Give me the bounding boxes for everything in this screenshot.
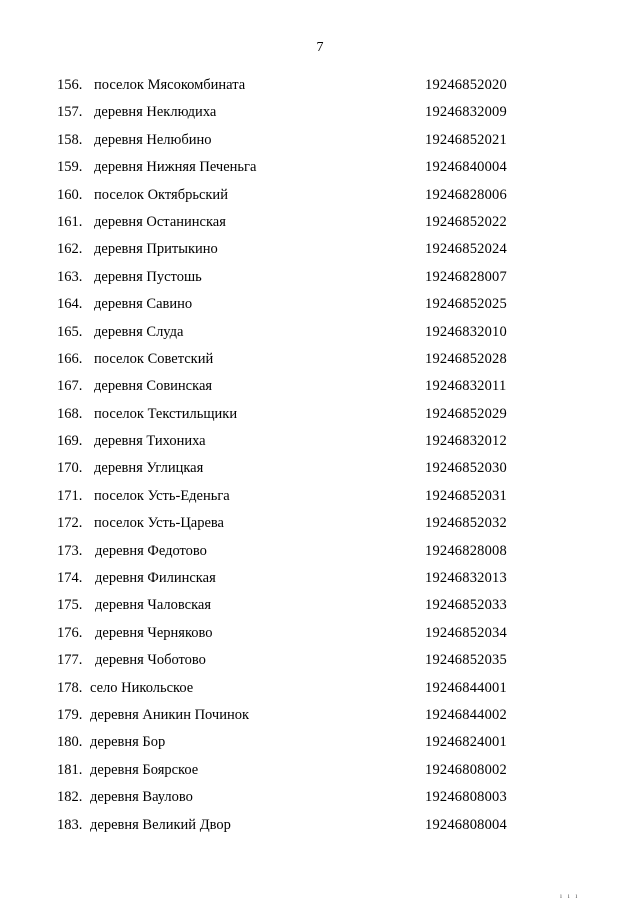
item-number: 169.: [57, 433, 83, 450]
item-number: 160.: [57, 186, 83, 203]
item-number: 175.: [57, 597, 83, 614]
item-number: 159.: [57, 159, 83, 176]
oktmo-code: 19246832013: [425, 570, 507, 587]
oktmo-code: 19246852029: [425, 405, 507, 422]
item-number: 173.: [57, 542, 83, 559]
settlement-name: деревня Савино: [94, 296, 193, 313]
page-number: 7: [316, 40, 324, 55]
settlement-name: деревня Слуда: [94, 323, 184, 340]
oktmo-code: 19246852024: [425, 241, 507, 258]
settlement-name: село Никольское: [90, 679, 194, 696]
item-number: 183.: [57, 816, 83, 833]
list-item: [0, 702, 640, 729]
footer-marks: ı ı ı: [560, 892, 580, 900]
settlement-name: деревня Чаловская: [95, 597, 211, 614]
list-item: [0, 428, 640, 455]
item-number: 158.: [57, 131, 83, 148]
oktmo-code: 19246844002: [425, 706, 507, 723]
item-number: 177.: [57, 652, 83, 669]
list-item: [0, 291, 640, 318]
oktmo-code: 19246832009: [425, 104, 507, 121]
settlement-name: деревня Аникин Починок: [90, 706, 250, 723]
settlement-name: деревня Притыкино: [94, 241, 218, 258]
item-number: 163.: [57, 268, 83, 285]
list-item: [0, 538, 640, 565]
settlement-name: деревня Совинская: [94, 378, 213, 395]
item-number: 156.: [57, 77, 83, 93]
list-item: [0, 620, 640, 647]
oktmo-code: 19246852035: [425, 652, 507, 669]
item-number: 165.: [57, 323, 83, 340]
settlement-name: деревня Чоботово: [95, 652, 206, 669]
list-item: [0, 154, 640, 181]
list-item: [0, 236, 640, 263]
oktmo-code: 19246808004: [425, 816, 507, 833]
oktmo-code: 19246852022: [425, 213, 507, 230]
oktmo-code: 19246852020: [425, 77, 507, 93]
item-number: 182.: [57, 789, 83, 806]
oktmo-code: 19246832010: [425, 323, 507, 340]
list-item: [0, 483, 640, 510]
list-item: [0, 647, 640, 674]
item-number: 166.: [57, 350, 83, 367]
settlement-name: деревня Бор: [90, 734, 166, 751]
oktmo-code: 19246852030: [425, 460, 507, 477]
item-number: 172.: [57, 515, 83, 532]
oktmo-code: 19246844001: [425, 679, 507, 696]
settlement-name: деревня Нижняя Печеньга: [94, 159, 257, 176]
oktmo-code: 19246808002: [425, 761, 507, 778]
item-number: 168.: [57, 405, 83, 422]
item-number: 179.: [57, 706, 83, 723]
oktmo-code: 19246852033: [425, 597, 507, 614]
list-item: [0, 592, 640, 619]
oktmo-code: 19246832011: [425, 378, 507, 395]
list-item: [0, 784, 640, 811]
settlement-name: поселок Мясокомбината: [94, 77, 246, 93]
list-item: [0, 455, 640, 482]
list-item: [0, 264, 640, 291]
item-number: 162.: [57, 241, 83, 258]
settlement-name: поселок Текстильщики: [94, 405, 238, 422]
settlement-name: деревня Ваулово: [90, 789, 193, 806]
item-number: 170.: [57, 460, 83, 477]
settlement-name: поселок Усть-Царева: [94, 515, 224, 532]
settlement-name: деревня Великий Двор: [90, 816, 231, 833]
item-number: 178.: [57, 679, 83, 696]
list-item: [0, 565, 640, 592]
settlement-name: деревня Тихониха: [94, 433, 206, 450]
list-item: [0, 675, 640, 702]
oktmo-code: 19246852021: [425, 131, 507, 148]
item-number: 157.: [57, 104, 83, 121]
settlement-name: деревня Углицкая: [94, 460, 204, 477]
settlement-name: деревня Останинская: [94, 213, 226, 230]
oktmo-code: 19246828007: [425, 268, 507, 285]
settlement-list: [0, 72, 640, 839]
list-item: [0, 346, 640, 373]
list-item: [0, 209, 640, 236]
oktmo-code: 19246852025: [425, 296, 507, 313]
settlement-name: поселок Усть-Еденьга: [94, 487, 230, 504]
list-item: [0, 729, 640, 756]
settlement-name: деревня Боярское: [90, 761, 199, 778]
item-number: 181.: [57, 761, 83, 778]
settlement-name: поселок Октябрьский: [94, 186, 228, 203]
list-item: [0, 182, 640, 209]
oktmo-code: 19246852031: [425, 487, 507, 504]
item-number: 174.: [57, 570, 83, 587]
oktmo-code: 19246840004: [425, 159, 507, 176]
item-number: 171.: [57, 487, 83, 504]
item-number: 180.: [57, 734, 83, 751]
oktmo-code: 19246808003: [425, 789, 507, 806]
oktmo-code: 19246852034: [425, 624, 507, 641]
oktmo-code: 19246852032: [425, 515, 507, 532]
list-item: [0, 99, 640, 126]
oktmo-code: 19246824001: [425, 734, 507, 751]
settlement-name: деревня Черняково: [95, 624, 213, 641]
settlement-name: деревня Нелюбино: [94, 131, 212, 148]
settlement-name: поселок Советский: [94, 350, 214, 367]
list-item: [0, 510, 640, 537]
list-item: [0, 401, 640, 428]
settlement-name: деревня Филинская: [95, 570, 216, 587]
item-number: 176.: [57, 624, 83, 641]
oktmo-code: 19246828008: [425, 542, 507, 559]
item-number: 167.: [57, 378, 83, 395]
list-item: [0, 373, 640, 400]
oktmo-code: 19246852028: [425, 350, 507, 367]
settlement-name: деревня Неклюдиха: [94, 104, 217, 121]
item-number: 161.: [57, 213, 83, 230]
list-item: [0, 319, 640, 346]
list-item: [0, 127, 640, 154]
oktmo-code: 19246832012: [425, 433, 507, 450]
settlement-name: деревня Пустошь: [94, 268, 202, 285]
list-item: [0, 72, 640, 99]
list-item: [0, 812, 640, 839]
list-item: [0, 757, 640, 784]
settlement-name: деревня Федотово: [95, 542, 207, 559]
item-number: 164.: [57, 296, 83, 313]
oktmo-code: 19246828006: [425, 186, 507, 203]
